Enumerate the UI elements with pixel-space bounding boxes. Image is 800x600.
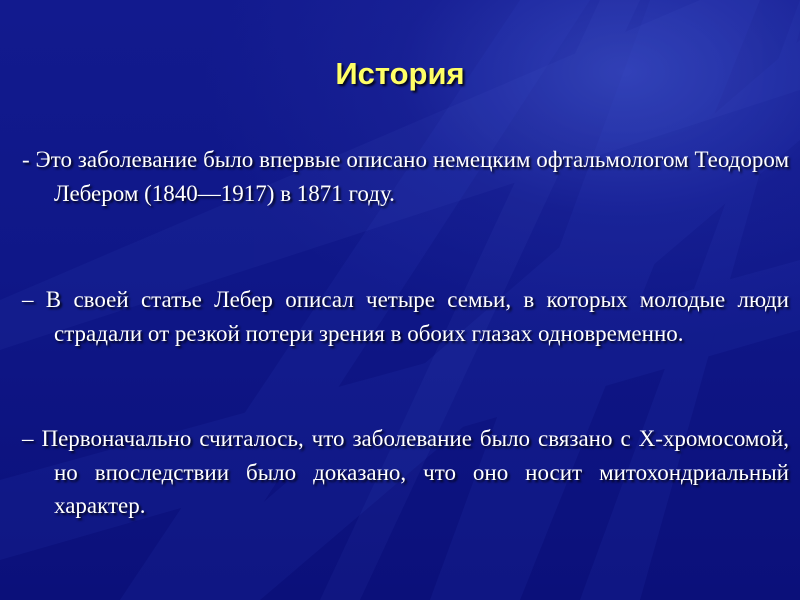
paragraph-text: – В своей статье Лебер описал четыре семьи, в которых молодые люди страдали от резкой потери зрения в обоих глазах одновременно. <box>22 287 789 346</box>
paragraph-text: - Это заболевание было впервые описано немецким офтальмологом Теодором Лебером (1840—1917) в 1871 году. <box>22 147 789 206</box>
paragraph-history-first-description <box>22 143 789 210</box>
paragraph-leber-article <box>22 283 789 350</box>
paragraph-text: – Первоначально считалось, что заболевание было связано с X-хромосомой, но впоследствии было доказано, что оно носит митохондриальный характер. <box>22 426 789 518</box>
slide-title: История <box>335 56 465 91</box>
paragraph-mitochondrial-nature <box>22 422 789 523</box>
